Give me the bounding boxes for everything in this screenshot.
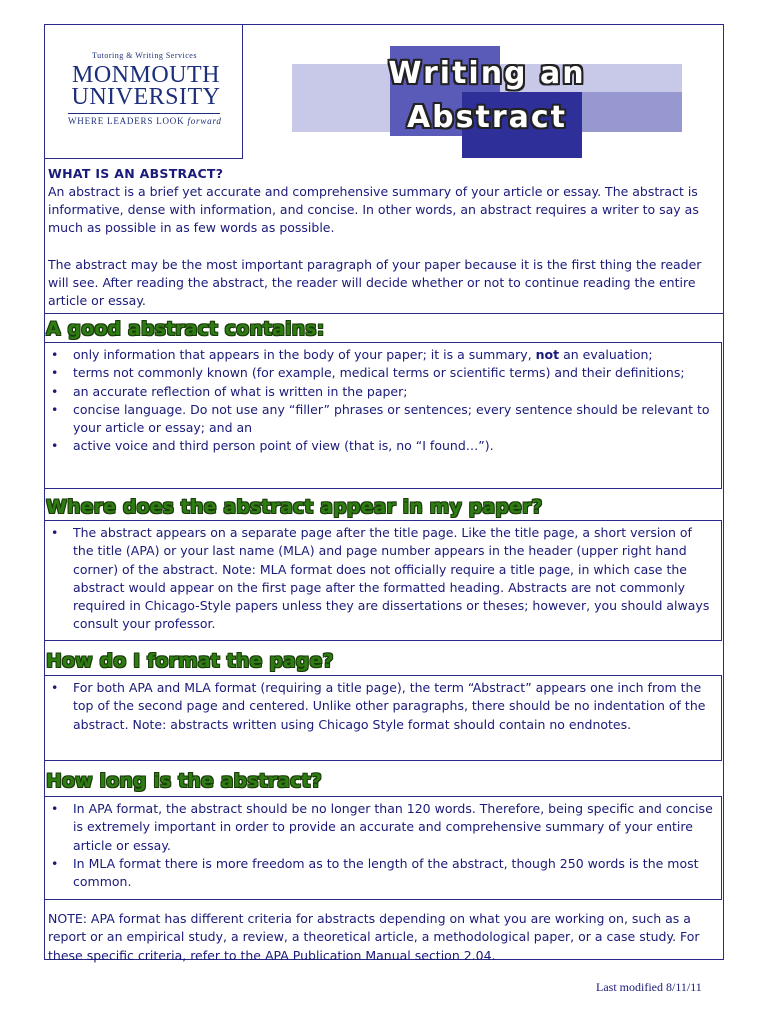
last-modified-footer: Last modified 8/11/11: [596, 980, 702, 994]
section-heading-format: How do I format the page?: [46, 650, 334, 672]
apa-note: NOTE: APA format has different criteria for abstracts depending on what you are working on, such as a report or an empirical study, a review, a theoretical article, a methodological paper, or a case study. For these specific criteria, refer to the APA Publication Manual section 2.04.: [48, 911, 700, 963]
bullet-icon: •: [51, 365, 59, 381]
logo-services-label: Tutoring & Writing Services: [92, 51, 197, 60]
logo-tagline-suffix: forward: [187, 116, 222, 126]
list-item-text: terms not commonly known (for example, medical terms or scientific terms) and their definitions;: [73, 365, 685, 381]
section-box-appear: [44, 520, 722, 641]
list-item-text-after: an evaluation;: [559, 347, 653, 362]
intro-heading: WHAT IS AN ABSTRACT?: [48, 166, 224, 181]
section-heading-appear: Where does the abstract appear in my paper?: [46, 496, 543, 518]
logo-divider: [68, 113, 220, 114]
logo-university-name: [68, 64, 224, 108]
bullet-icon: •: [51, 680, 59, 695]
list-item: [49, 383, 715, 401]
title-line-1: Writing an: [388, 56, 586, 91]
list-item-text: For both APA and MLA format (requiring a title page), the term “Abstract” appears one inch from the top of the second page and centered. Unlike other paragraphs, there should be no indentation of the abstract. Note: abstracts written using Chicago Style format should contain no endnotes.: [73, 680, 706, 732]
list-item-text: concise language. Do not use any “filler” phrases or sentences; every sentence should be relevant to your article or essay; and an: [73, 401, 710, 436]
intro-paragraph-2: The abstract may be the most important paragraph of your paper because it is the first thing the reader will see. After reading the abstract, the reader will decide whether or not to continue reading the entire article or essay.: [48, 257, 702, 308]
format-list: [49, 679, 715, 734]
list-item: [49, 679, 715, 734]
section-heading-length: How long is the abstract?: [46, 770, 322, 792]
bullet-icon: •: [51, 383, 59, 399]
list-item: [49, 346, 715, 364]
section-heading-contains: A good abstract contains:: [46, 318, 325, 340]
appear-list: [49, 524, 715, 634]
length-list: [49, 800, 715, 891]
bullet-icon: •: [51, 438, 59, 454]
logo-tagline-prefix: WHERE LEADERS LOOK: [68, 116, 185, 126]
list-item: [49, 855, 715, 892]
list-item-text-bold: not: [535, 347, 560, 362]
header: [44, 24, 724, 160]
title-graphic: [292, 46, 682, 158]
list-item-text: active voice and third person point of view (that is, no “I found…”).: [73, 438, 494, 454]
list-item-text: The abstract appears on a separate page after the title page. Like the title page, a short version of the title (APA) or your last name (MLA) and page number appears in the header (upper right hand corner) of the abstract. Note: MLA format does not officially require a title page, in which case the abstract would appear on the first page after the formatted heading. Abstracts are not commonly required in Chicago-Style papers unless they are dissertations or theses; however, you should always consult your professor.: [73, 525, 710, 632]
section-box-length: [44, 796, 722, 900]
list-item: [49, 800, 715, 855]
list-item: [49, 364, 715, 382]
section-box-format: [44, 675, 722, 761]
contains-list: [49, 346, 715, 456]
list-item-text: In MLA format there is more freedom as to the length of the abstract, though 250 words is the most common.: [73, 855, 699, 890]
list-item: [49, 437, 715, 455]
bullet-icon: •: [51, 347, 59, 362]
list-item: [49, 524, 715, 634]
logo-tagline: [68, 116, 220, 126]
bullet-icon: •: [51, 801, 59, 816]
bullet-icon: •: [51, 855, 59, 871]
bullet-icon: •: [51, 525, 59, 540]
section-divider: [44, 313, 724, 314]
section-box-contains: [44, 342, 722, 489]
bullet-icon: •: [51, 401, 59, 417]
intro-paragraph-1: An abstract is a brief yet accurate and comprehensive summary of your article or essay. The abstract is informative, dense with information, and concise. In other words, an abstract requires a writer to say as much as possible in as few words as possible.: [48, 184, 699, 235]
logo-name-line2: UNIVERSITY: [71, 84, 221, 110]
list-item: [49, 401, 715, 438]
logo-name-line1: MONMOUTH: [72, 62, 220, 88]
title-line-2: Abstract: [406, 100, 568, 135]
list-item-text: In APA format, the abstract should be no longer than 120 words. Therefore, being specific and concise is extremely important in order to provide an accurate and comprehensive summary of your entire article or essay.: [73, 801, 713, 853]
list-item-text-before: only information that appears in the body of your paper; it is a summary,: [73, 347, 536, 362]
university-logo: [44, 24, 243, 159]
list-item-text: an accurate reflection of what is written in the paper;: [73, 383, 408, 399]
